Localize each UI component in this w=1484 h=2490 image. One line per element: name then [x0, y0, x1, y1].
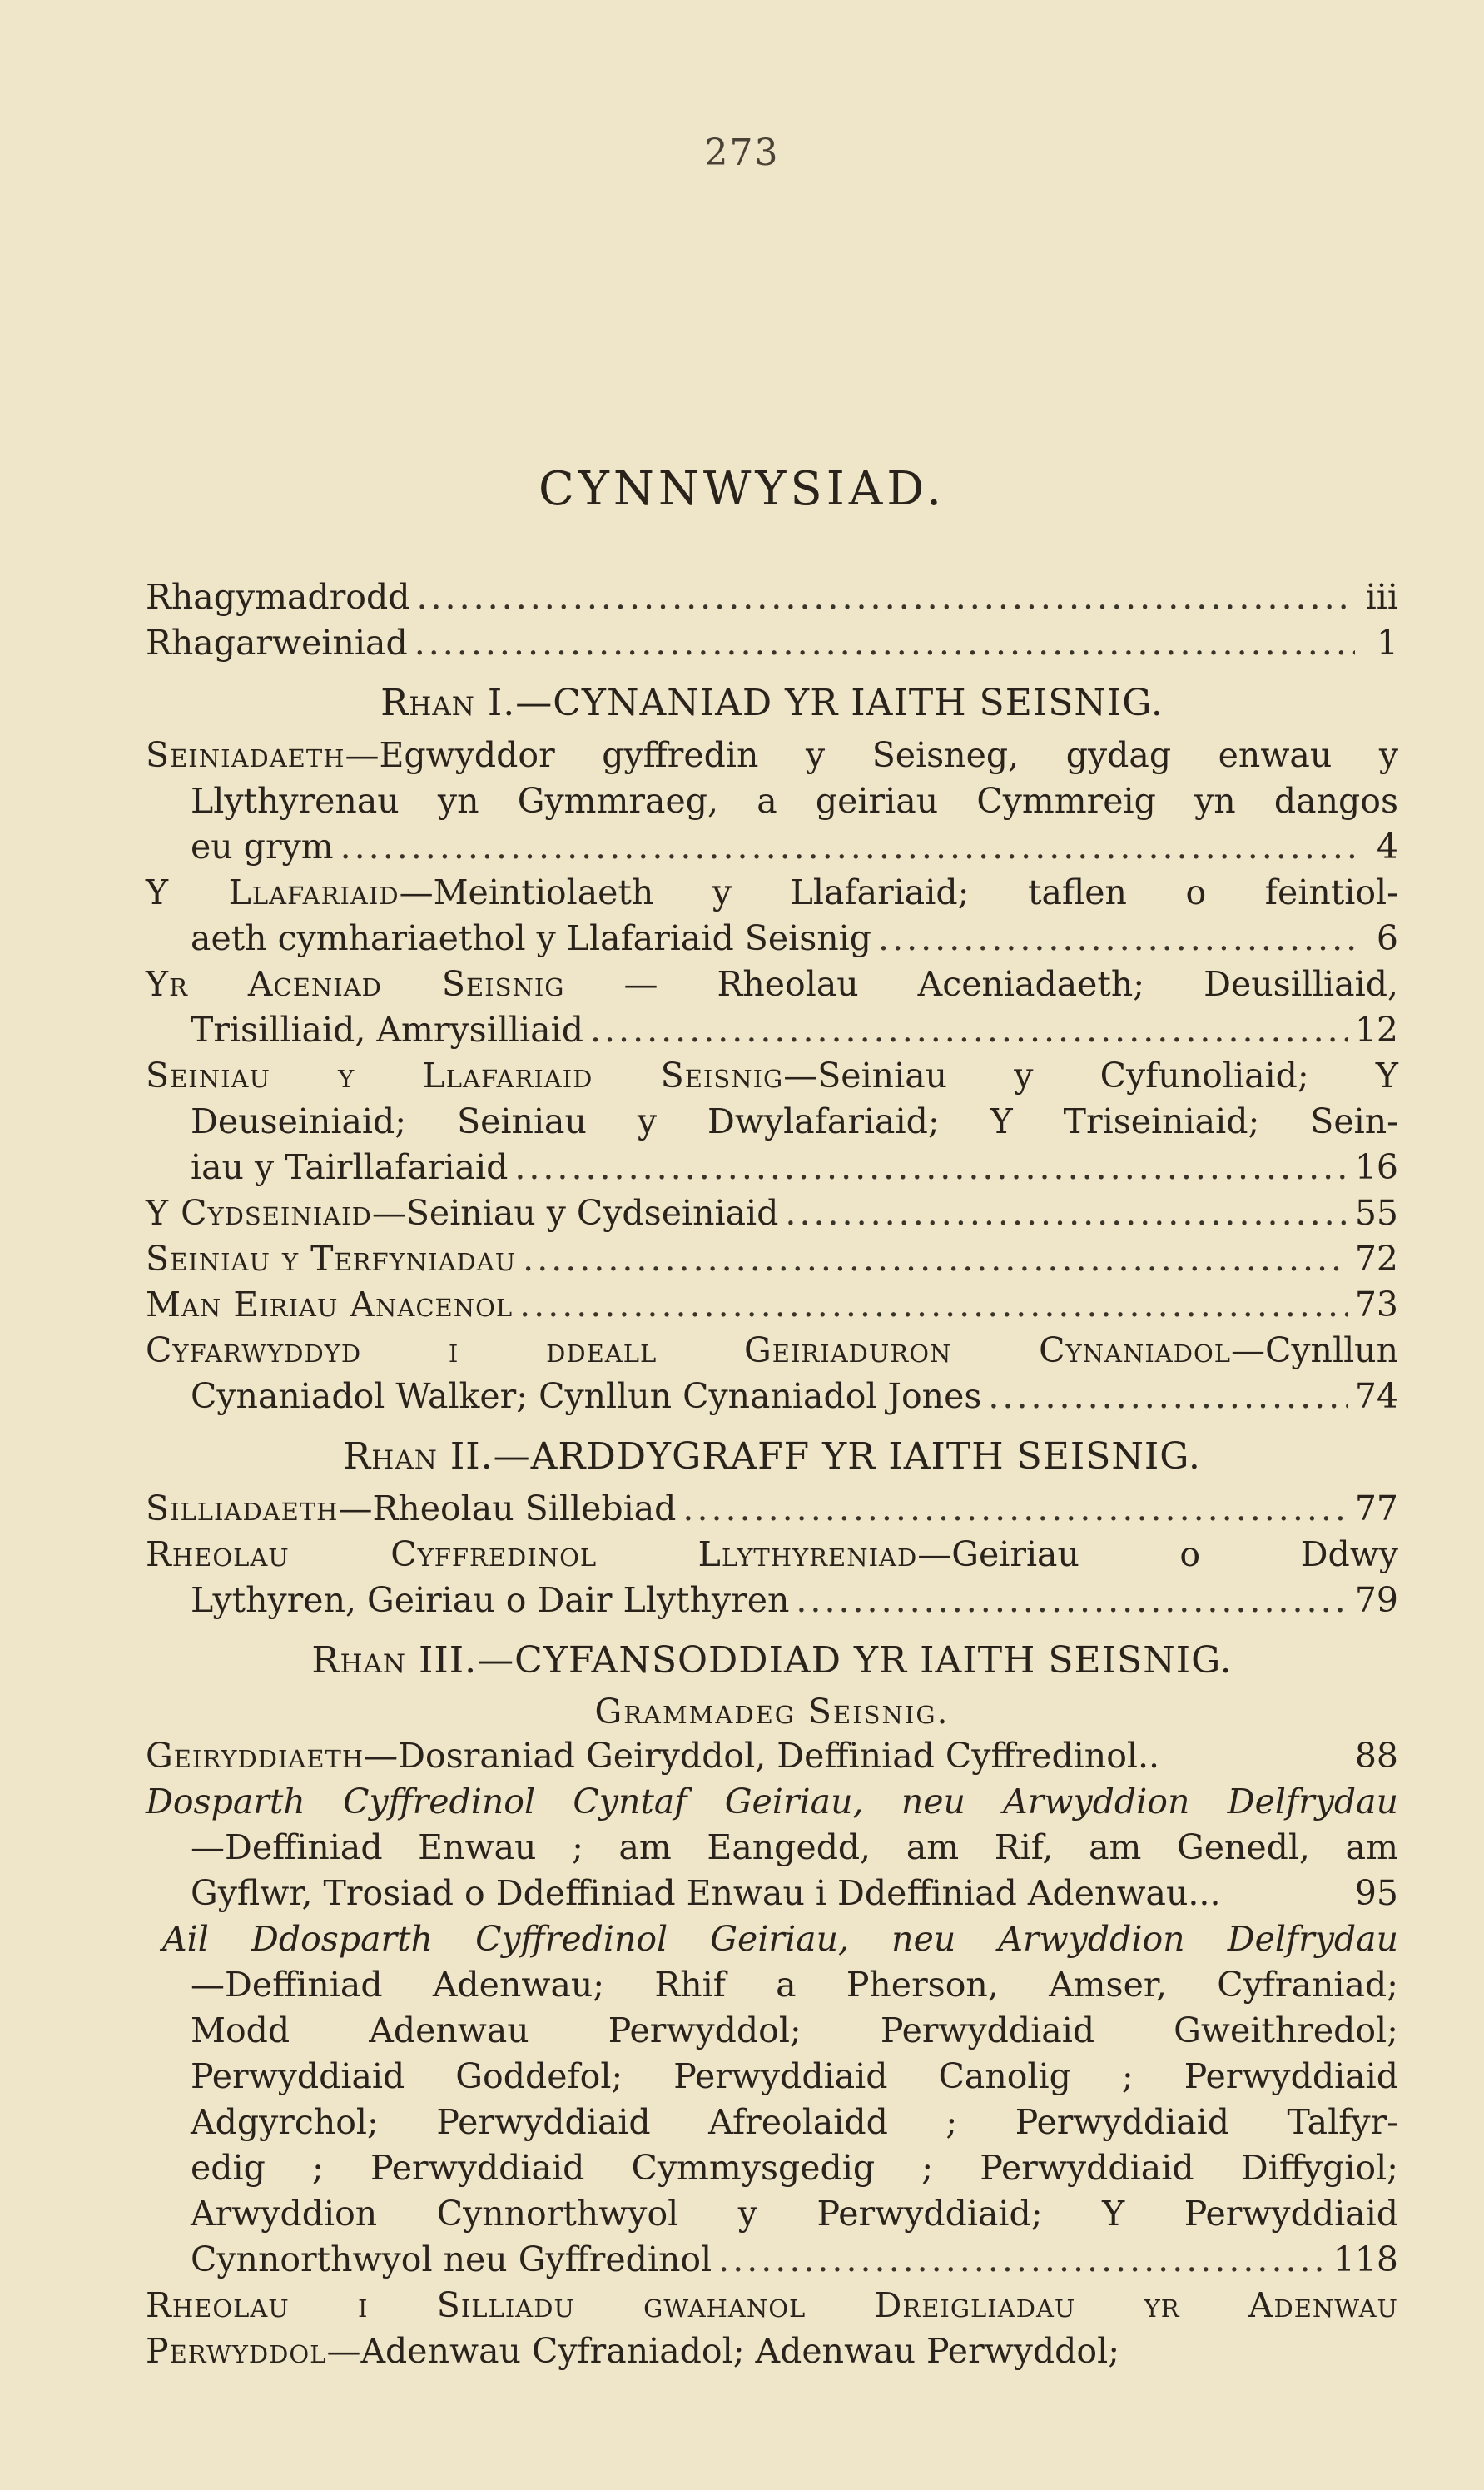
toc-entry-rheolau-silliadu[interactable]: Rheolau i Silliadu gwahanol Dreigliadau yr Adenwau Perwyddol —Adenwau Cyfraniadol; Adenwau Perwyddol;	[146, 2285, 1398, 2371]
toc-entry-ail-ddosparth[interactable]: Ail Ddosparth Cyffredinol Geiriau, neu Arwyddion Delfrydau —Deffiniad Adenwau; Rhif a Pherson, Amser, Cyfraniad; Modd Adenwau Perwyddol; Perwyddiaid Gweithredol; Perwyddiaid Goddefol; Perwyddiaid Canolig ; Perwyddiaid Adgyrchol; Perwyddiaid Afreolaidd ; Perwyddiaid Talfyr- edig ; Perwyddiaid Cymmysgedig ; Perwyddiaid Diffygiol; Arwyddion Cynnorthwyol y Perwyddiaid; Y Perwyddiaid Cynnorthwyol neu Gyffredinol ..... 118	[146, 1916, 1398, 2283]
toc-entry-dosparth-cyntaf[interactable]: Dosparth Cyffredinol Cyntaf Geiriau, neu Arwyddion Delfrydau —Deffiniad Enwau ; am Eangedd, am Rif, am Genedl, am Gyflwr, Trosiad o Ddeffiniad Enwau i Ddeffiniad Adenwau... 95	[146, 1782, 1398, 1913]
toc-entry-cydseiniaid[interactable]: Y Cydseiniaid —Seiniau y Cydseiniaid ..... 55	[146, 1190, 1398, 1236]
toc-entry-aceniad[interactable]: Yr Aceniad Seisnig — Rheolau Aceniadaeth; Deusilliaid, Trisilliaid, Amrysilliaid ..... 12	[146, 962, 1398, 1053]
table-of-contents	[146, 574, 1398, 2374]
page-title: CYNNWYSIAD.	[539, 462, 945, 516]
toc-entry-rhagarweiniad[interactable]: Rhagarweiniad ..... 1	[146, 620, 1398, 666]
toc-entry-rhagymadrodd[interactable]: Rhagymadrodd ..... iii	[146, 574, 1398, 620]
toc-entry-terfyniadau[interactable]: Seiniau y Terfyniadau ..... 72	[146, 1236, 1398, 1282]
toc-entry-llafariaid[interactable]: Y Llafariaid—Meintiolaeth y Llafariaid; taflen o feintiol- aeth cymhariaethol y Llafariaid Seisnig ..... 6	[146, 870, 1398, 962]
toc-entry-llythyreniad[interactable]: Rheolau Cyffredinol Llythyreniad—Geiriau o Ddwy Lythyren, Geiriau o Dair Llythyren ..... 79	[146, 1532, 1398, 1623]
toc-entry-geiriaduron[interactable]: Cyfarwyddyd i ddeall Geiriaduron Cynaniadol—Cynllun Cynaniadol Walker; Cynllun Cynaniadol Jones ..... 74	[146, 1328, 1398, 1419]
part-heading-1: Rhan I.—CYNANIAD YR IAITH SEISNIG.	[380, 682, 1164, 724]
toc-entry-silliadaeth[interactable]: Silliadaeth —Rheolau Sillebiad ..... 77	[146, 1486, 1398, 1532]
page-ref: iii	[1365, 577, 1398, 617]
toc-entry-geiryddiaeth[interactable]: Geiryddiaeth —Dosraniad Geiryddol, Deffiniad Cyffredinol.. 88	[146, 1736, 1398, 1776]
part-heading-2: Rhan II.—ARDDYGRAFF YR IAITH SEISNIG.	[343, 1435, 1201, 1478]
toc-entry-seiniau-llafariaid[interactable]: Seiniau y Llafariaid Seisnig—Seiniau y Cyfunoliaid; Y Deuseiniaid; Seiniau y Dwylafariaid; Y Triseiniaid; Sein- iau y Tairllafariaid ..... 16	[146, 1053, 1398, 1190]
page-ref: 1	[1376, 623, 1398, 663]
page-number: 273	[704, 132, 780, 174]
toc-entry-seiniadaeth[interactable]: Seiniadaeth—Egwyddor gyffredin y Seisneg, gydag enwau y Llythyrenau yn Gymmraeg, a geiriau Cymmreig yn dangos eu grym ..... 4	[146, 733, 1398, 870]
part-heading-3: Rhan III.—CYFANSODDIAD YR IAITH SEISNIG.	[311, 1639, 1233, 1682]
toc-entry-anacenol[interactable]: Man Eiriau Anacenol ..... 73	[146, 1282, 1398, 1328]
part-subtitle: Grammadeg Seisnig.	[594, 1692, 950, 1732]
